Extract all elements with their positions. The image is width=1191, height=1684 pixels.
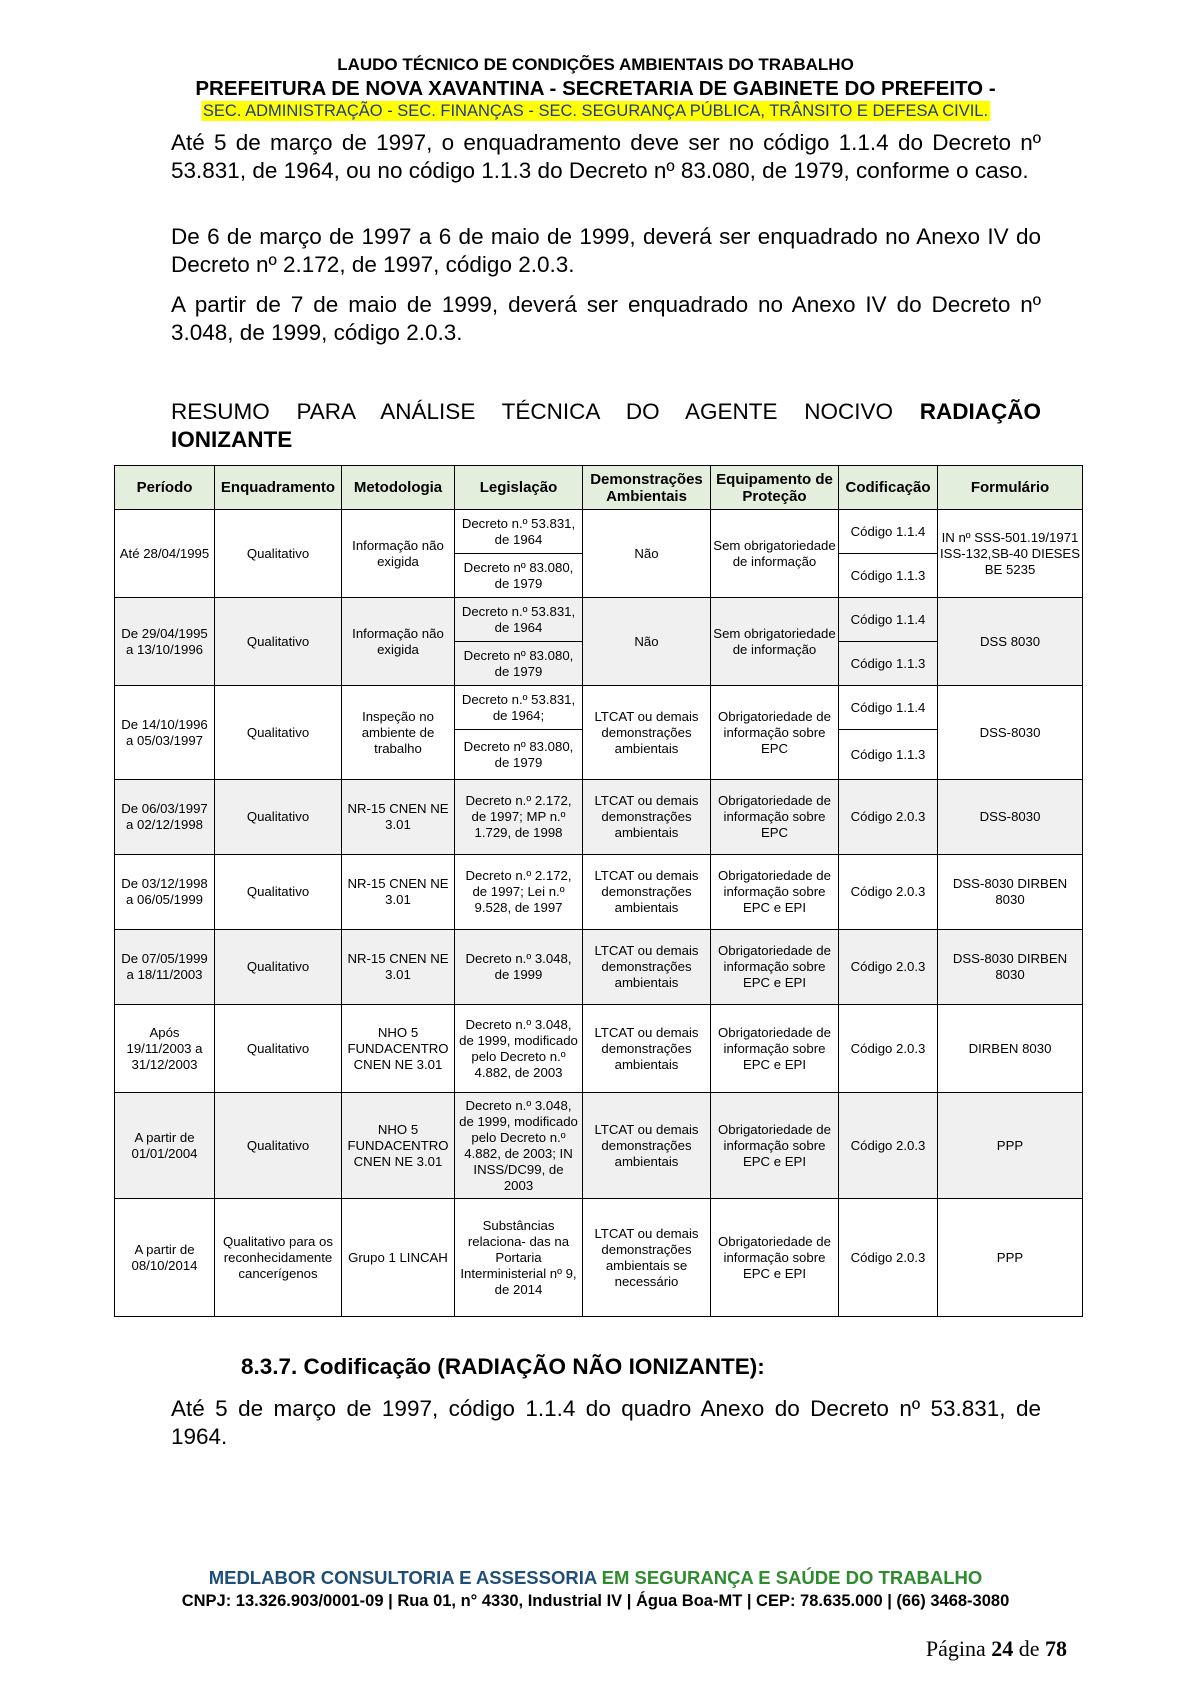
cell-metodologia: Informação não exigida — [342, 510, 455, 598]
header-departments: SEC. ADMINISTRAÇÃO - SEC. FINANÇAS - SEC. SEGURANÇA PÚBLICA, TRÂNSITO E DEFESA CIVIL. — [202, 102, 989, 120]
cell-periodo: A partir de 01/01/2004 — [115, 1093, 215, 1199]
page-number — [926, 1636, 1067, 1662]
resumo-prefix: RESUMO PARA ANÁLISE TÉCNICA DO AGENTE NOCIVO — [171, 399, 894, 424]
table-row — [115, 1199, 1083, 1317]
cell-codificacao: Código 1.1.3 — [839, 554, 938, 598]
cell-metodologia: NHO 5 FUNDACENTRO CNEN NE 3.01 — [342, 1093, 455, 1199]
header-equipamento: Equipamento de Proteção — [711, 466, 839, 510]
cell-equipamento: Obrigatoriedade de informação sobre EPC e EPI — [711, 855, 839, 930]
header-periodo: Período — [115, 466, 215, 510]
cell-metodologia: Grupo 1 LINCAH — [342, 1199, 455, 1317]
header-organization: PREFEITURA DE NOVA XAVANTINA - SECRETARIA DE GABINETE DO PREFEITO - — [195, 77, 996, 100]
cell-legislacao: Decreto n.º 53.831, de 1964 — [455, 598, 583, 642]
cell-equipamento: Obrigatoriedade de informação sobre EPC — [711, 686, 839, 780]
footer-company-tagline: EM SEGURANÇA E SAÚDE DO TRABALHO — [601, 1567, 983, 1588]
cell-legislacao: Decreto n.º 3.048, de 1999 — [455, 930, 583, 1005]
cell-codificacao: Código 1.1.4 — [839, 598, 938, 642]
page-current: 24 — [991, 1636, 1014, 1661]
paragraph-2: De 6 de março de 1997 a 6 de maio de 1999, deverá ser enquadrado no Anexo IV do Decreto nº 2.172, de 1997, código 2.0.3. — [171, 224, 1041, 277]
cell-legislacao: Substâncias relaciona- das na Portaria Interministerial nº 9, de 2014 — [455, 1199, 583, 1317]
cell-formulario: IN nº SSS-501.19/1971 ISS-132,SB-40 DIESES BE 5235 — [938, 510, 1083, 598]
cell-metodologia: Informação não exigida — [342, 598, 455, 686]
cell-periodo: A partir de 08/10/2014 — [115, 1199, 215, 1317]
cell-demonstracoes: Não — [583, 598, 711, 686]
table-row — [115, 598, 1083, 642]
footer-company — [0, 1567, 1191, 1589]
cell-enquadramento: Qualitativo — [215, 686, 342, 780]
cell-codificacao: Código 2.0.3 — [839, 1093, 938, 1199]
header-formulario: Formulário — [938, 466, 1083, 510]
cell-equipamento: Obrigatoriedade de informação sobre EPC e EPI — [711, 1093, 839, 1199]
cell-formulario: PPP — [938, 1093, 1083, 1199]
cell-demonstracoes: LTCAT ou demais demonstrações ambientais — [583, 1093, 711, 1199]
cell-demonstracoes: Não — [583, 510, 711, 598]
cell-enquadramento: Qualitativo — [215, 1093, 342, 1199]
table-row — [115, 510, 1083, 554]
cell-codificacao: Código 1.1.3 — [839, 730, 938, 780]
resumo-agent-1: RADIAÇÃO — [919, 399, 1041, 424]
cell-metodologia: NR-15 CNEN NE 3.01 — [342, 930, 455, 1005]
paragraph-4: Até 5 de março de 1997, código 1.1.4 do quadro Anexo do Decreto nº 53.831, de 1964. — [171, 1396, 1041, 1449]
cell-periodo: De 14/10/1996 a 05/03/1997 — [115, 686, 215, 780]
cell-periodo: Até 28/04/1995 — [115, 510, 215, 598]
cell-demonstracoes: LTCAT ou demais demonstrações ambientais — [583, 686, 711, 780]
cell-legislacao: Decreto nº 83.080, de 1979 — [455, 642, 583, 686]
cell-demonstracoes: LTCAT ou demais demonstrações ambientais se necessário — [583, 1199, 711, 1317]
cell-legislacao: Decreto n.º 2.172, de 1997; Lei n.º 9.528, de 1997 — [455, 855, 583, 930]
header-metodologia: Metodologia — [342, 466, 455, 510]
section-heading: 8.3.7. Codificação (RADIAÇÃO NÃO IONIZANTE): — [241, 1354, 765, 1379]
table-row — [115, 1005, 1083, 1093]
header-demonstracoes: Demonstrações Ambientais — [583, 466, 711, 510]
cell-formulario: PPP — [938, 1199, 1083, 1317]
footer-address: CNPJ: 13.326.903/0001-09 | Rua 01, n° 4330, Industrial IV | Água Boa-MT | CEP: 78.635.000 | (66) 3468-3080 — [181, 1592, 1010, 1610]
resumo-heading — [171, 398, 1041, 426]
resumo-agent-2: IONIZANTE — [171, 427, 293, 452]
header-enquadramento: Enquadramento — [215, 466, 342, 510]
cell-enquadramento: Qualitativo — [215, 510, 342, 598]
cell-demonstracoes: LTCAT ou demais demonstrações ambientais — [583, 855, 711, 930]
cell-formulario: DSS-8030 — [938, 686, 1083, 780]
cell-codificacao: Código 1.1.4 — [839, 510, 938, 554]
header-title: LAUDO TÉCNICO DE CONDIÇÕES AMBIENTAIS DO TRABALHO — [337, 55, 854, 74]
table-row — [115, 930, 1083, 1005]
cell-periodo: De 06/03/1997 a 02/12/1998 — [115, 780, 215, 855]
page-of: de — [1018, 1636, 1040, 1661]
summary-table — [114, 465, 1083, 1317]
cell-equipamento: Obrigatoriedade de informação sobre EPC — [711, 780, 839, 855]
page-total: 78 — [1045, 1636, 1067, 1661]
page-word: Página — [925, 1636, 986, 1661]
cell-codificacao: Código 2.0.3 — [839, 930, 938, 1005]
table-row — [115, 686, 1083, 730]
table-header-row — [115, 466, 1083, 510]
cell-codificacao: Código 2.0.3 — [839, 855, 938, 930]
cell-metodologia: NR-15 CNEN NE 3.01 — [342, 780, 455, 855]
header-codificacao: Codificação — [839, 466, 938, 510]
table-row — [115, 855, 1083, 930]
cell-legislacao: Decreto n.º 2.172, de 1997; MP n.º 1.729, de 1998 — [455, 780, 583, 855]
cell-codificacao: Código 2.0.3 — [839, 780, 938, 855]
header-legislacao: Legislação — [455, 466, 583, 510]
cell-codificacao: Código 1.1.4 — [839, 686, 938, 730]
cell-metodologia: NHO 5 FUNDACENTRO CNEN NE 3.01 — [342, 1005, 455, 1093]
cell-equipamento: Obrigatoriedade de informação sobre EPC e EPI — [711, 1005, 839, 1093]
cell-equipamento: Sem obrigatoriedade de informação — [711, 510, 839, 598]
cell-codificacao: Código 2.0.3 — [839, 1199, 938, 1317]
cell-enquadramento: Qualitativo — [215, 855, 342, 930]
cell-demonstracoes: LTCAT ou demais demonstrações ambientais — [583, 1005, 711, 1093]
cell-formulario: DIRBEN 8030 — [938, 1005, 1083, 1093]
cell-periodo: Após 19/11/2003 a 31/12/2003 — [115, 1005, 215, 1093]
cell-enquadramento: Qualitativo — [215, 780, 342, 855]
cell-legislacao: Decreto nº 83.080, de 1979 — [455, 730, 583, 780]
cell-periodo: De 07/05/1999 a 18/11/2003 — [115, 930, 215, 1005]
cell-equipamento: Obrigatoriedade de informação sobre EPC e EPI — [711, 930, 839, 1005]
cell-legislacao: Decreto nº 83.080, de 1979 — [455, 554, 583, 598]
cell-codificacao: Código 1.1.3 — [839, 642, 938, 686]
cell-legislacao: Decreto n.º 53.831, de 1964; — [455, 686, 583, 730]
paragraph-1: Até 5 de março de 1997, o enquadramento deve ser no código 1.1.4 do Decreto nº 53.831, de 1964, ou no código 1.1.3 do Decreto nº 83.080, de 1979, conforme o caso. — [171, 130, 1041, 183]
cell-legislacao: Decreto n.º 53.831, de 1964 — [455, 510, 583, 554]
cell-legislacao: Decreto n.º 3.048, de 1999, modificado pelo Decreto n.º 4.882, de 2003; IN INSS/DC99, de 2003 — [455, 1093, 583, 1199]
cell-enquadramento: Qualitativo para os reconhecidamente cancerígenos — [215, 1199, 342, 1317]
cell-metodologia: NR-15 CNEN NE 3.01 — [342, 855, 455, 930]
cell-demonstracoes: LTCAT ou demais demonstrações ambientais — [583, 780, 711, 855]
cell-equipamento: Sem obrigatoriedade de informação — [711, 598, 839, 686]
cell-formulario: DSS-8030 DIRBEN 8030 — [938, 855, 1083, 930]
table-row — [115, 780, 1083, 855]
cell-equipamento: Obrigatoriedade de informação sobre EPC e EPI — [711, 1199, 839, 1317]
table-row — [115, 1093, 1083, 1199]
cell-codificacao: Código 2.0.3 — [839, 1005, 938, 1093]
cell-formulario: DSS 8030 — [938, 598, 1083, 686]
cell-enquadramento: Qualitativo — [215, 1005, 342, 1093]
cell-periodo: De 29/04/1995 a 13/10/1996 — [115, 598, 215, 686]
paragraph-3: A partir de 7 de maio de 1999, deverá ser enquadrado no Anexo IV do Decreto nº 3.048, de 1999, código 2.0.3. — [171, 292, 1041, 345]
cell-demonstracoes: LTCAT ou demais demonstrações ambientais — [583, 930, 711, 1005]
footer-company-name: MEDLABOR CONSULTORIA E ASSESSORIA — [208, 1567, 597, 1588]
cell-metodologia: Inspeção no ambiente de trabalho — [342, 686, 455, 780]
cell-formulario: DSS-8030 — [938, 780, 1083, 855]
cell-enquadramento: Qualitativo — [215, 930, 342, 1005]
cell-legislacao: Decreto n.º 3.048, de 1999, modificado pelo Decreto n.º 4.882, de 2003 — [455, 1005, 583, 1093]
cell-formulario: DSS-8030 DIRBEN 8030 — [938, 930, 1083, 1005]
cell-periodo: De 03/12/1998 a 06/05/1999 — [115, 855, 215, 930]
cell-enquadramento: Qualitativo — [215, 598, 342, 686]
